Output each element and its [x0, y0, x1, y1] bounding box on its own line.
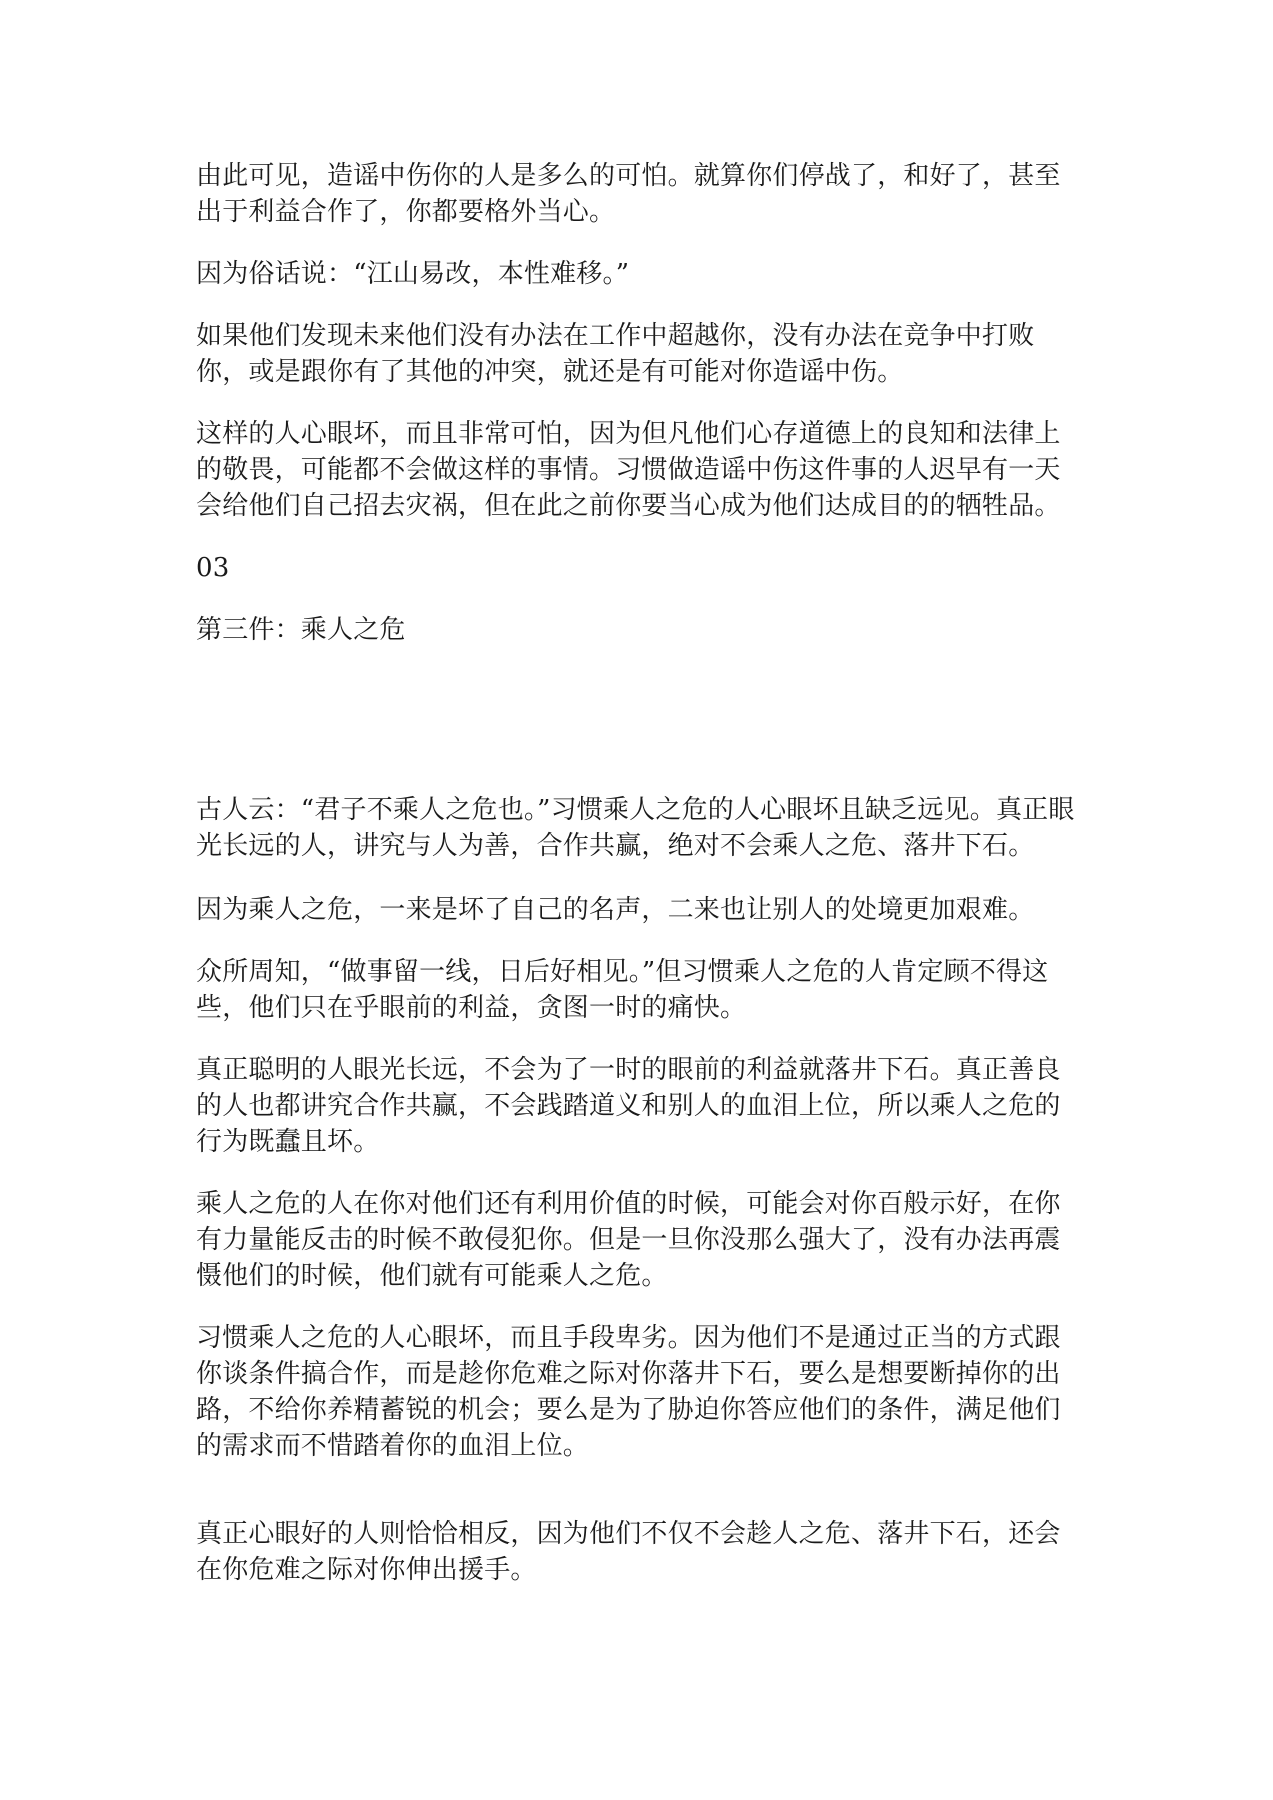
section-number: 03 — [196, 553, 230, 583]
paragraph-1: 由此可见，造谣中伤你的人是多么的可怕。就算你们停战了，和好了，甚至出于利益合作了，你都要格外当心。 — [196, 161, 1061, 227]
paragraph-8: 真正聪明的人眼光长远，不会为了一时的眼前的利益就落井下石。真正善良的人也都讲究合作共赢，不会践踏道义和别人的血泪上位，所以乘人之危的行为既蠢且坏。 — [196, 1055, 1061, 1157]
paragraph-10: 习惯乘人之危的人心眼坏，而且手段卑劣。因为他们不是通过正当的方式跟你谈条件搞合作，而是趁你危难之际对你落井下石，要么是想要断掉你的出路，不给你养精蓄锐的机会；要么是为了胁迫你答应他们的条件，满足他们的需求而不惜踏着你的血泪上位。 — [196, 1323, 1061, 1461]
paragraph-5: 古人云：“君子不乘人之危也。”习惯乘人之危的人心眼坏且缺乏远见。真正眼光长远的人，讲究与人为善，合作共赢，绝对不会乘人之危、落井下石。 — [196, 795, 1075, 861]
paragraph-6: 因为乘人之危，一来是坏了自己的名声，二来也让别人的处境更加艰难。 — [196, 895, 1035, 925]
paragraph-4: 这样的人心眼坏，而且非常可怕，因为但凡他们心存道德上的良知和法律上的敬畏，可能都不会做这样的事情。习惯做造谣中伤这件事的人迟早有一天会给他们自己招去灾祸，但在此之前你要当心成为他们达成目的的牺牲品。 — [196, 419, 1061, 521]
paragraph-9: 乘人之危的人在你对他们还有利用价值的时候，可能会对你百般示好，在你有力量能反击的时候不敢侵犯你。但是一旦你没那么强大了，没有办法再震慑他们的时候，他们就有可能乘人之危。 — [196, 1189, 1061, 1291]
section-heading: 第三件：乘人之危 — [196, 615, 406, 645]
paragraph-11: 真正心眼好的人则恰恰相反，因为他们不仅不会趁人之危、落井下石，还会在你危难之际对你伸出援手。 — [196, 1519, 1061, 1585]
paragraph-2: 因为俗话说：“江山易改，本性难移。” — [196, 259, 630, 289]
paragraph-7: 众所周知，“做事留一线，日后好相见。”但习惯乘人之危的人肯定顾不得这些，他们只在乎眼前的利益，贪图一时的痛快。 — [196, 957, 1049, 1023]
paragraph-3: 如果他们发现未来他们没有办法在工作中超越你，没有办法在竞争中打败你，或是跟你有了其他的冲突，就还是有可能对你造谣中伤。 — [196, 321, 1035, 387]
